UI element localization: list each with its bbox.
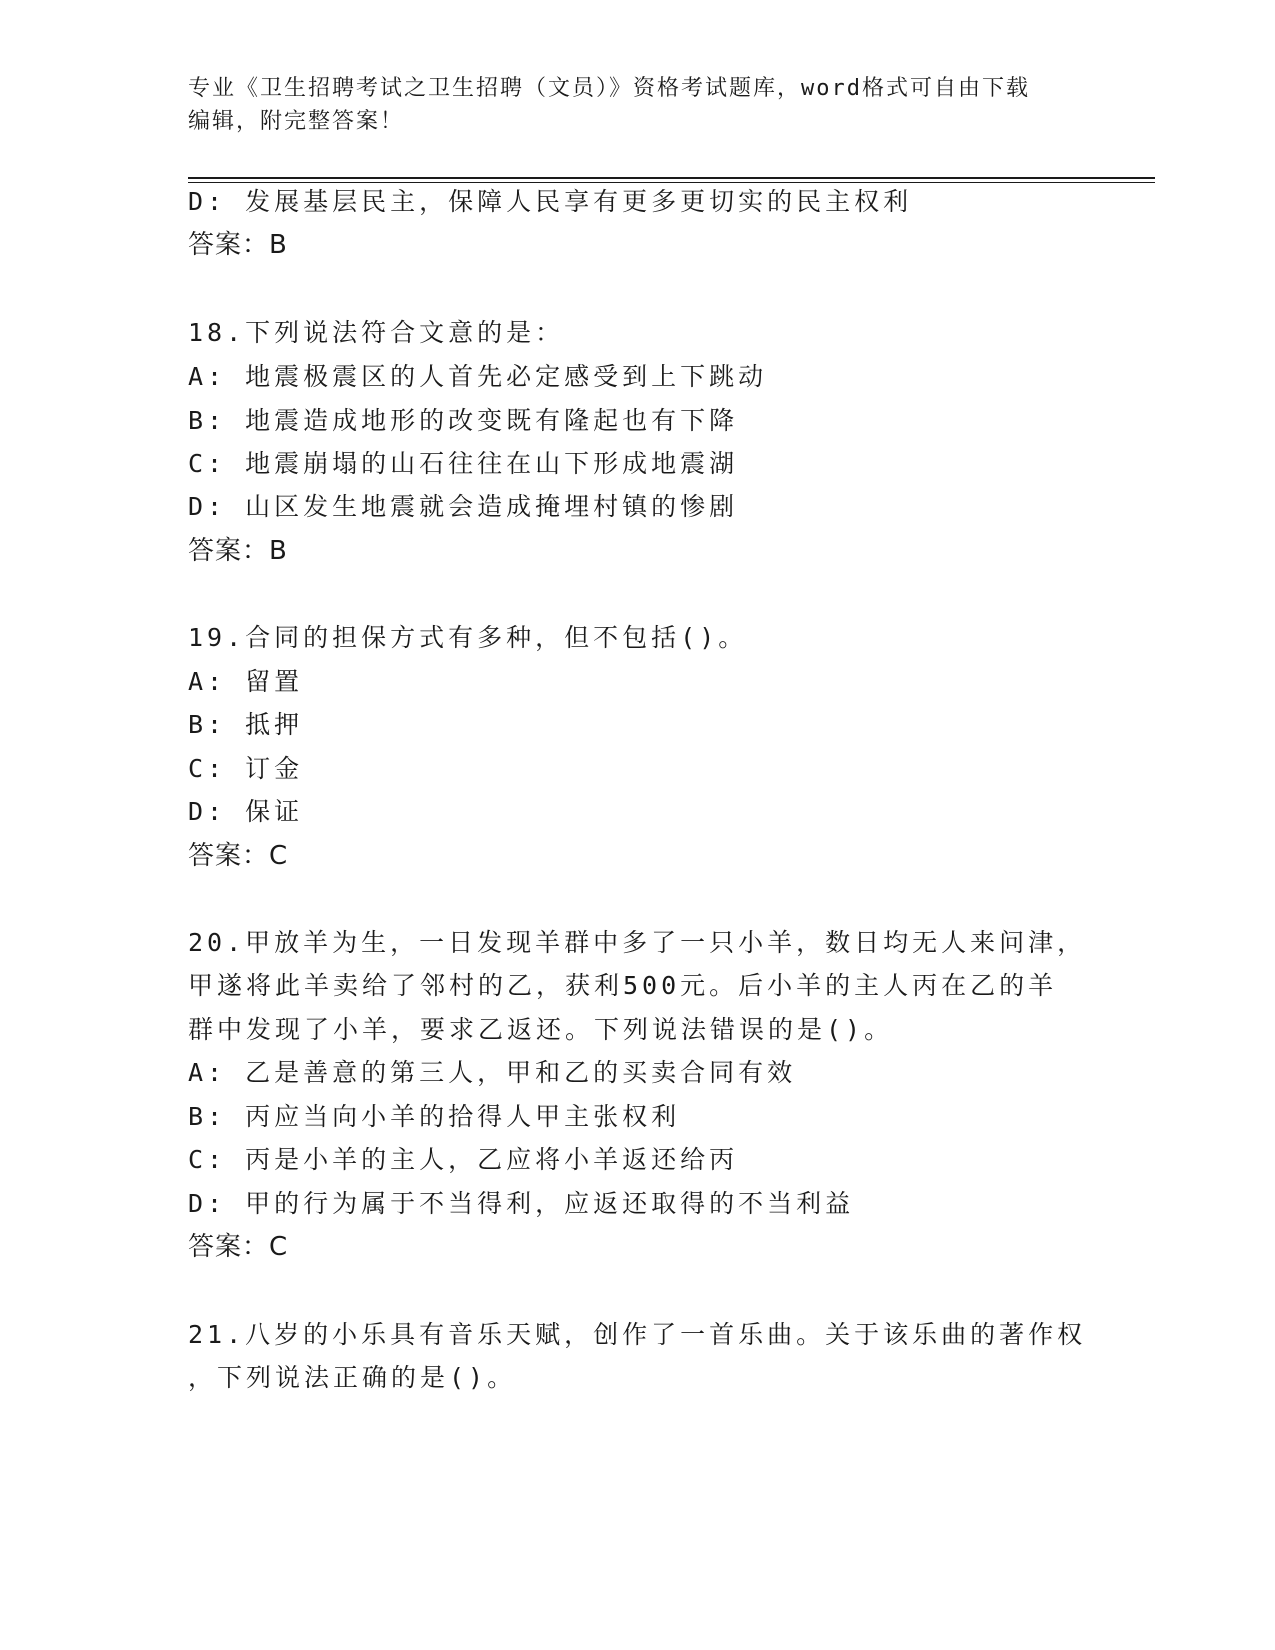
document-header (188, 72, 1088, 138)
q18-answer: 答案：B (188, 536, 288, 566)
q19-question: 19.合同的担保方式有多种，但不包括()。 (188, 623, 748, 652)
q20-option-d: D: 甲的行为属于不当得利，应返还取得的不当利益 (188, 1189, 855, 1218)
q18-option-b: B: 地震造成地形的改变既有隆起也有下降 (188, 406, 739, 435)
q20-question-line-3: 群中发现了小羊，要求乙返还。下列说法错误的是()。 (188, 1015, 894, 1044)
q20-option-b: B: 丙应当向小羊的拾得人甲主张权利 (188, 1102, 681, 1131)
q19-option-a: A: 留置 (188, 667, 304, 696)
q20-option-c: C: 丙是小羊的主人，乙应将小羊返还给丙 (188, 1145, 739, 1174)
q20-question-line-1: 20.甲放羊为生，一日发现羊群中多了一只小羊，数日均无人来问津， (188, 928, 1087, 957)
header-divider-thick (188, 177, 1155, 179)
q19-answer: 答案：C (188, 841, 289, 871)
q19-option-d: D: 保证 (188, 797, 304, 826)
header-divider-thin (188, 182, 1155, 183)
q20-question-line-2: 甲遂将此羊卖给了邻村的乙，获利500元。后小羊的主人丙在乙的羊 (188, 971, 1058, 1000)
header-line-1: 专业《卫生招聘考试之卫生招聘（文员）》资格考试题库，word格式可自由下载 (188, 76, 1030, 101)
q17-option-d: D: 发展基层民主，保障人民享有更多更切实的民主权利 (188, 187, 913, 216)
q21-question-line-1: 21.八岁的小乐具有音乐天赋，创作了一首乐曲。关于该乐曲的著作权 (188, 1320, 1087, 1349)
q19-option-c: C: 订金 (188, 754, 304, 783)
q21-question-line-2: ，下列说法正确的是()。 (188, 1363, 517, 1392)
q18-option-c: C: 地震崩塌的山石往往在山下形成地震湖 (188, 449, 739, 478)
q18-option-a: A: 地震极震区的人首先必定感受到上下跳动 (188, 362, 768, 391)
q18-question: 18.下列说法符合文意的是： (188, 318, 565, 347)
header-line-2: 编辑，附完整答案！ (188, 109, 405, 134)
q18-option-d: D: 山区发生地震就会造成掩埋村镇的惨剧 (188, 492, 739, 521)
q20-answer: 答案：C (188, 1232, 289, 1262)
q20-option-a: A: 乙是善意的第三人，甲和乙的买卖合同有效 (188, 1058, 797, 1087)
q19-option-b: B: 抵押 (188, 710, 304, 739)
q17-answer: 答案：B (188, 230, 288, 260)
